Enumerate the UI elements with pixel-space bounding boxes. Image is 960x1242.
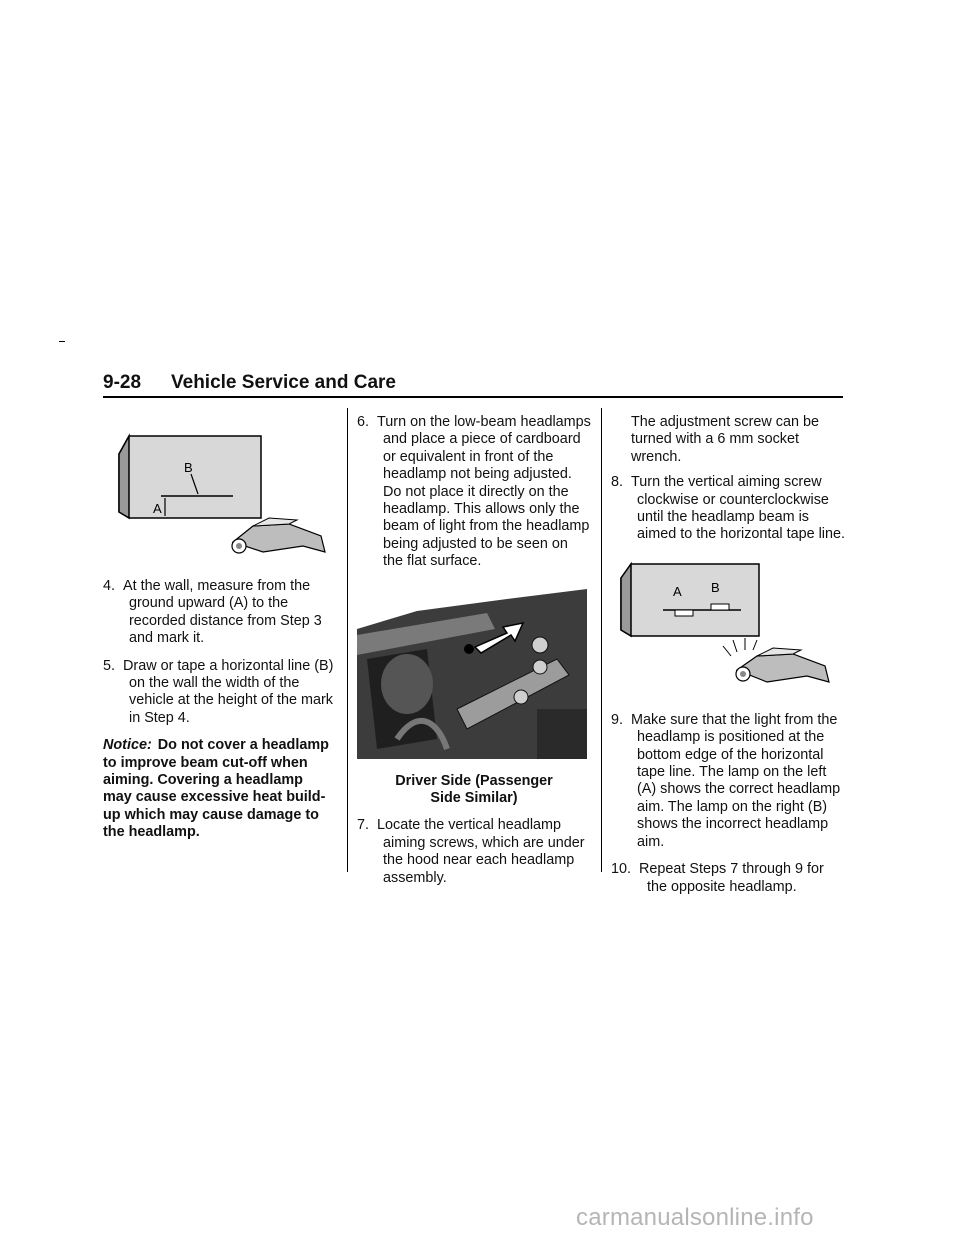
page-header [103,372,843,398]
column-right [611,414,845,906]
page-number: 9-28 [103,372,142,393]
column-divider-1 [347,408,348,872]
watermark-site: carmanualsonline.info [576,1204,814,1231]
column-left [103,414,335,842]
step-8: 8. Turn the vertical aiming screw clockwise or counterclockwise until the headlamp beam is aimed to the horizontal tape line. [611,474,845,543]
label-a: A [153,501,162,516]
figure-caption: Driver Side (Passenger Side Similar) [395,772,553,807]
section-title: Vehicle Service and Care [171,372,396,393]
wall-marking-illustration [103,414,335,564]
step-5: 5. Draw or tape a horizontal line (B) on the wall the width of the vehicle at the height of the mark in Step 4. [103,657,334,726]
corner-mark [59,341,65,342]
column-middle [357,414,591,897]
label-a: A [673,583,682,599]
step-4: 4. At the wall, measure from the ground upward (A) to the recorded distance from Step 3 and mark it. [103,578,322,647]
step-6: 6. Turn on the low-beam headlamps and place a piece of cardboard or equivalent in front of the headlamp not being adjusted. Do not place it directly on the headlamp. This allows only the beam of light from the headlamp being adjusted to be seen on the flat surface. [357,414,591,570]
car-icon [232,518,325,553]
label-b: B [711,579,720,595]
label-b: B [184,460,193,475]
step-9: 9. Make sure that the light from the headlamp is positioned at the bottom edge of the horizontal tape line. The lamp on the left (A) shows the correct headlamp aim. The lamp on the right (B) shows the incorrect headlamp aim. [611,711,841,850]
car-icon [723,638,829,682]
beam-aim-illustration [611,558,843,698]
notice: Notice: Do not cover a headlamp to improve beam cut-off when aiming. Covering a headlamp may cause excessive heat build-up which may cause damage to the headlamp. [103,737,329,841]
column-divider-2 [601,408,602,872]
step-7-continued: The adjustment screw can be turned with a 6 mm socket wrench. [631,414,819,465]
step-10: 10. Repeat Steps 7 through 9 for the opposite headlamp. [611,861,824,895]
engine-bay-photo [357,589,587,759]
step-7: 7. Locate the vertical headlamp aiming screws, which are under the hood near each headlamp assembly. [357,817,585,886]
